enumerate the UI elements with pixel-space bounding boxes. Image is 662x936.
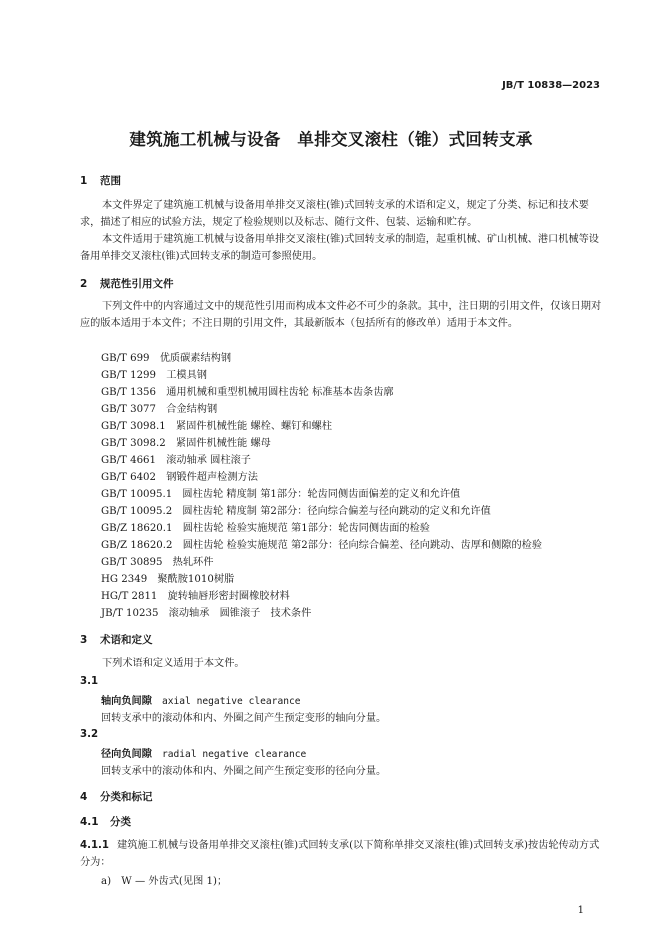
term-entry (101, 692, 301, 707)
section-number: 2 (80, 278, 88, 290)
section-4-heading (80, 789, 153, 804)
term-zh: 径向负间隙 (101, 749, 152, 760)
clause-paragraph (80, 837, 602, 871)
section-title: 范围 (100, 175, 121, 187)
term-entry (101, 745, 306, 760)
clause-number: 4.1.1 (80, 840, 110, 851)
section-3-heading (80, 632, 153, 647)
term-definition: 回转支承中的滚动体和内、外圈之间产生预定变形的径向分量。 (101, 766, 387, 777)
subsection-4-1-heading (80, 814, 131, 829)
reference-item: GB/Z 18620.2 圆柱齿轮 检验实施规范 第2部分：径向综合偏差、径向跳动、齿厚和侧隙的检验 (101, 540, 543, 551)
paragraph: 下列文件中的内容通过文中的规范性引用而构成本文件必不可少的条款。其中，注日期的引用文件，仅该日期对应的版本适用于本文件；不注日期的引用文件，其最新版本（包括所有的修改单）适用于本文件。 (80, 301, 602, 329)
section-title: 术语和定义 (100, 634, 153, 646)
section-title: 规范性引用文件 (100, 278, 174, 290)
section-number: 4 (80, 791, 88, 803)
standard-code: JB/T 10838—2023 (502, 80, 600, 91)
term-definition: 回转支承中的滚动体和内、外圈之间产生预定变形的轴向分量。 (101, 713, 387, 724)
page-number: 1 (577, 905, 584, 916)
reference-item: GB/T 10095.2 圆柱齿轮 精度制 第2部分：径向综合偏差与径向跳动的定义和允许值 (101, 506, 491, 517)
term-zh: 轴向负间隙 (101, 696, 152, 707)
reference-item: JB/T 10235 滚动轴承 圆锥滚子 技术条件 (101, 608, 312, 619)
paragraph: 本文件界定了建筑施工机械与设备用单排交叉滚柱(锥)式回转支承的术语和定义，规定了分类、标记和技术要求，描述了相应的试验方法，规定了检验规则以及标志、随行文件、包装、运输和贮存。 (80, 200, 589, 228)
reference-item: GB/T 1356 通用机械和重型机械用圆柱齿轮 标准基本齿条齿廓 (101, 387, 394, 398)
reference-item: GB/T 1299 工模具钢 (101, 370, 207, 381)
list-item: a) W — 外齿式(见图 1)； (101, 876, 228, 887)
term-en: radial negative clearance (161, 749, 307, 760)
section-number: 4.1 (80, 816, 99, 828)
reference-item: GB/T 3077 合金结构钢 (101, 404, 218, 415)
term-number: 3.2 (80, 729, 99, 740)
reference-item: HG 2349 聚酰胺1010树脂 (101, 574, 235, 585)
reference-item: GB/T 3098.1 紧固件机械性能 螺栓、螺钉和螺柱 (101, 421, 332, 432)
section-2-heading (80, 276, 174, 291)
paragraph: 下列术语和定义适用于本文件。 (102, 658, 245, 669)
term-en: axial negative clearance (161, 696, 301, 707)
reference-item: GB/T 10095.1 圆柱齿轮 精度制 第1部分：轮齿同侧齿面偏差的定义和允许值 (101, 489, 461, 500)
section-1-heading (80, 173, 121, 188)
section-number: 1 (80, 175, 88, 187)
paragraph: 本文件适用于建筑施工机械与设备用单排交叉滚柱(锥)式回转支承的制造，起重机械、矿山机械、港口机械等设备用单排交叉滚柱(锥)式回转支承的制造可参照使用。 (80, 234, 599, 262)
reference-item: GB/T 30895 热轧环件 (101, 557, 214, 568)
reference-item: GB/T 6402 钢锻件超声检测方法 (101, 472, 258, 483)
document-title: 建筑施工机械与设备 单排交叉滚柱（锥）式回转支承 (129, 130, 533, 149)
section-title: 分类和标记 (100, 791, 153, 803)
section-number: 3 (80, 634, 88, 646)
clause-text: 建筑施工机械与设备用单排交叉滚柱(锥)式回转支承(以下简称单排交叉滚柱(锥)式回转支承)按齿轮传动方式分为： (80, 840, 600, 868)
reference-item: GB/T 699 优质碳素结构钢 (101, 353, 232, 364)
reference-item: GB/Z 18620.1 圆柱齿轮 检验实施规范 第1部分：轮齿同侧齿面的检验 (101, 523, 430, 534)
reference-item: GB/T 4661 滚动轴承 圆柱滚子 (101, 455, 251, 466)
reference-item: GB/T 3098.2 紧固件机械性能 螺母 (101, 438, 271, 449)
term-number: 3.1 (80, 676, 99, 687)
reference-item: HG/T 2811 旋转轴唇形密封圈橡胶材料 (101, 591, 290, 602)
section-title: 分类 (110, 816, 131, 828)
